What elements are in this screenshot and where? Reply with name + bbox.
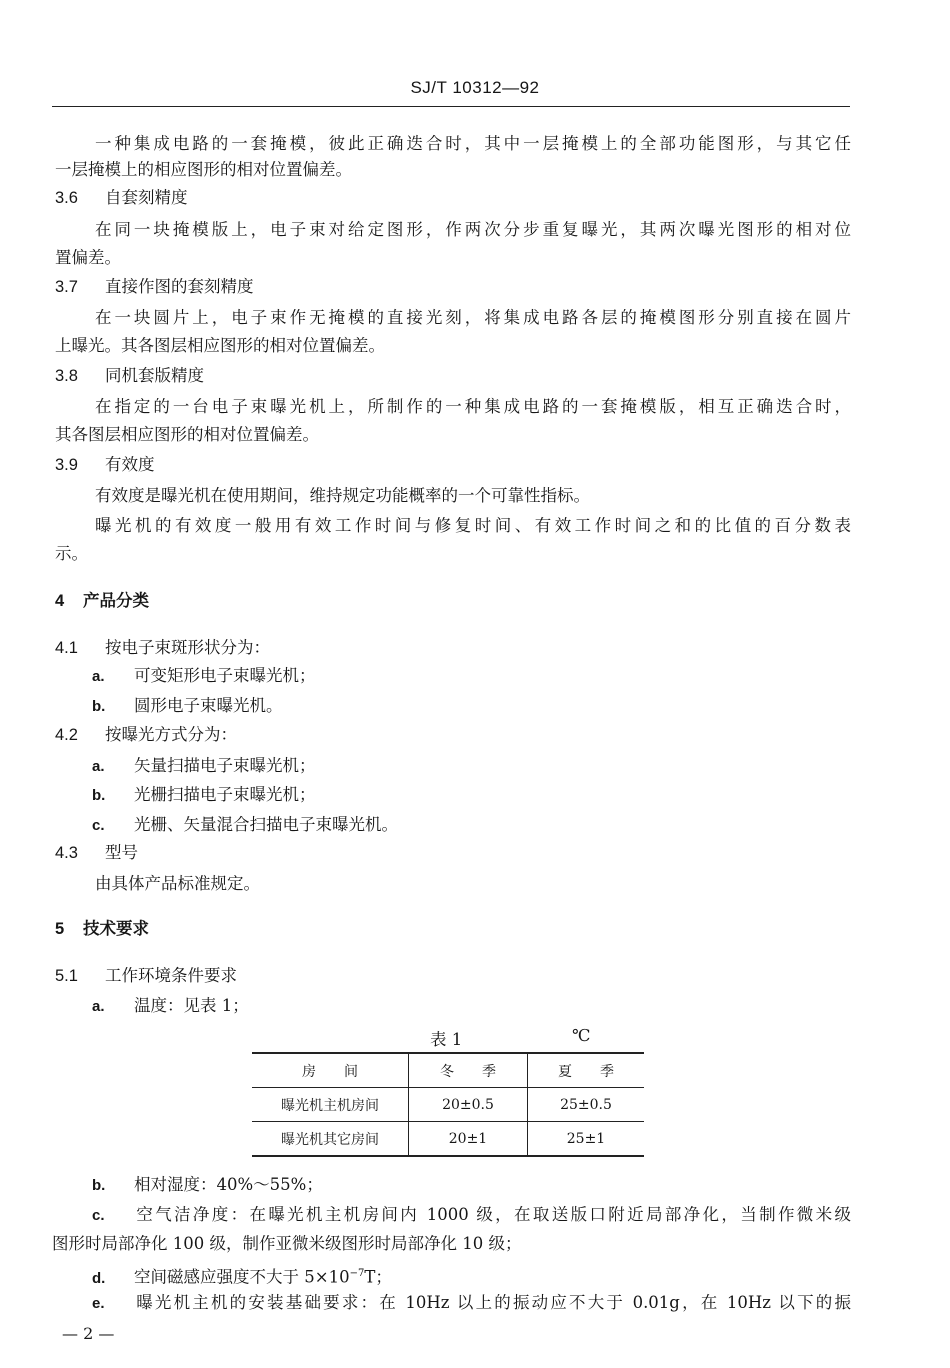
list-item-5-1-c-line-1: c. 空气洁净度：在曝光机主机房间内 1000 级，在取送版口附近局部净化，当制作微米级 (92, 1205, 851, 1224)
section-number: 4.3 (55, 844, 78, 862)
section-title: 直接作图的套刻精度 (105, 277, 254, 296)
list-item-5-1-e-line-1: e. 曝光机主机的安装基础要求：在 10Hz 以上的振动应不大于 0.01g，在 10Hz 以下的振 (92, 1293, 851, 1312)
section-title: 同机套版精度 (105, 366, 204, 385)
section-number: 4.2 (55, 726, 78, 744)
section-title: 型号 (105, 843, 138, 862)
paragraph-3-9-line-1: 有效度是曝光机在使用期间，维持规定功能概率的一个可靠性指标。 (95, 486, 590, 505)
heading-3-7 (55, 277, 254, 297)
header-summer: 夏 季 (528, 1053, 645, 1088)
list-item-5-1-c-line-2: 图形时局部净化 100 级，制作亚微米级图形时局部净化 10 级； (52, 1234, 522, 1253)
section-title: 技术要求 (83, 919, 149, 938)
cell-winter: 20±0.5 (409, 1088, 528, 1122)
table-header-row (252, 1053, 644, 1088)
cell-winter: 20±1 (409, 1122, 528, 1157)
heading-3-8 (55, 366, 204, 386)
heading-4-1 (55, 638, 270, 658)
paragraph-3-6-line-2: 置偏差。 (55, 248, 121, 267)
section-number: 5.1 (55, 967, 78, 985)
table-1-caption: 表 1 (430, 1030, 463, 1049)
list-item-5-1-a: a. 温度：见表 1； (92, 996, 249, 1015)
list-item-4-2-a: a. 矢量扫描电子束曝光机； (92, 756, 316, 775)
paragraph-3-7-line-1: 在一块圆片上，电子束作无掩模的直接光刻，将集成电路各层的掩模图形分别直接在圆片 (95, 308, 851, 327)
section-title: 产品分类 (83, 591, 149, 610)
paragraph-3-8-line-2: 其各图层相应图形的相对位置偏差。 (55, 425, 319, 444)
list-item-4-1-b: b. 圆形电子束曝光机。 (92, 696, 283, 715)
section-number: 4.1 (55, 639, 78, 657)
list-item-5-1-d: d. 空间磁感应强度不大于 $5\times 10^{-7}T$； (92, 1267, 392, 1287)
paragraph-3-5-line-1: 一种集成电路的一套掩模，彼此正确迭合时，其中一层掩模上的全部功能图形，与其它任 (95, 134, 851, 153)
section-number: 5 (55, 920, 65, 938)
list-item-4-2-b: b. 光栅扫描电子束曝光机； (92, 785, 316, 804)
section-title: 工作环境条件要求 (105, 966, 237, 985)
paragraph-3-5-line-2: 一层掩模上的相应图形的相对位置偏差。 (55, 160, 352, 179)
section-title: 有效度 (105, 455, 155, 474)
standard-code-header: SJ/T 10312—92 (410, 78, 540, 97)
list-item-4-2-c: c. 光栅、矢量混合扫描电子束曝光机。 (92, 815, 398, 834)
heading-5-1 (55, 966, 237, 986)
section-number: 3.6 (55, 189, 78, 207)
section-number: 3.8 (55, 367, 78, 385)
paragraph-3-7-line-2: 上曝光。其各图层相应图形的相对位置偏差。 (55, 336, 385, 355)
cell-room: 曝光机主机房间 (281, 1097, 379, 1114)
cell-summer: 25±0.5 (528, 1088, 645, 1122)
heading-5 (55, 919, 149, 939)
section-number: 3.7 (55, 278, 78, 296)
table-row (252, 1088, 644, 1122)
header-room: 房 间 (302, 1063, 358, 1080)
header-winter: 冬 季 (409, 1053, 528, 1088)
heading-3-9 (55, 455, 155, 475)
heading-4 (55, 591, 149, 611)
cell-summer: 25±1 (528, 1122, 645, 1157)
heading-4-3 (55, 843, 138, 863)
table-1 (252, 1052, 644, 1157)
paragraph-3-9-line-2: 曝光机的有效度一般用有效工作时间与修复时间、有效工作时间之和的比值的百分数表 (95, 516, 851, 535)
list-item-4-1-a: a. 可变矩形电子束曝光机； (92, 666, 316, 685)
section-number: 3.9 (55, 456, 78, 474)
list-item-5-1-b: b. 相对湿度：40%～55%； (92, 1175, 323, 1194)
page-number: — 2 — (62, 1324, 115, 1343)
cell-room: 曝光机其它房间 (281, 1131, 379, 1148)
paragraph-3-6-line-1: 在同一块掩模版上，电子束对给定图形，作两次分步重复曝光，其两次曝光图形的相对位 (95, 220, 851, 239)
section-title: 按曝光方式分为： (105, 725, 237, 744)
section-number: 4 (55, 592, 65, 610)
section-title: 按电子束斑形状分为： (105, 638, 270, 657)
heading-4-2 (55, 725, 237, 745)
section-title: 自套刻精度 (105, 188, 188, 207)
paragraph-3-8-line-1: 在指定的一台电子束曝光机上，所制作的一种集成电路的一套掩模版，相互正确迭合时， (95, 397, 851, 416)
paragraph-4-3: 由具体产品标准规定。 (95, 874, 260, 893)
header-rule (52, 106, 850, 107)
table-1-unit: ℃ (572, 1026, 591, 1045)
heading-3-6 (55, 188, 188, 208)
paragraph-3-9-line-3: 示。 (55, 544, 88, 563)
table-row (252, 1122, 644, 1157)
